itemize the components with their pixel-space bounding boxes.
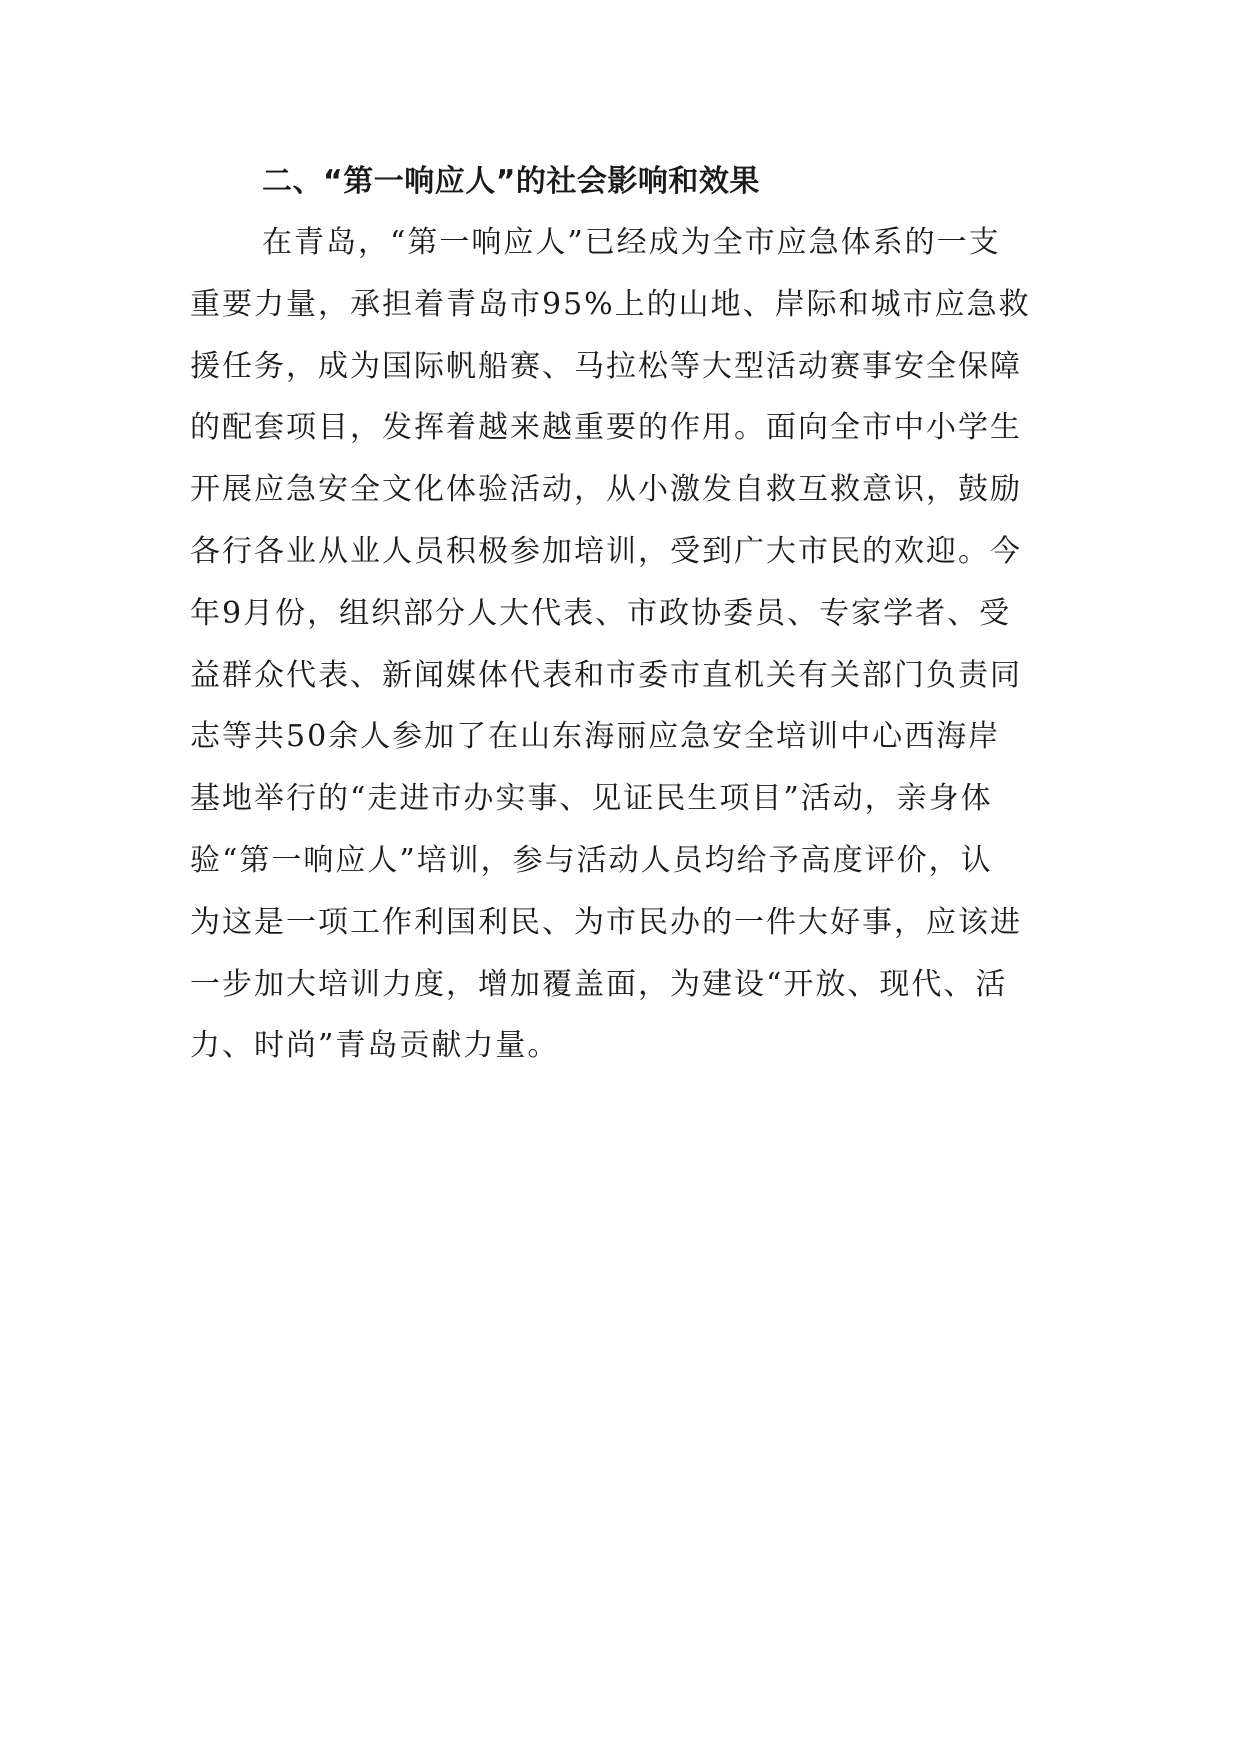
document-content [190, 152, 1048, 1077]
paragraph-line: 验“第一响应人”培训，参与活动人员均给予高度评价，认 [190, 842, 993, 878]
section-heading: 二、“第一响应人”的社会影响和效果 [262, 164, 760, 199]
paragraph-line: 开展应急安全文化体验活动，从小激发自救互救意识，鼓励 [190, 472, 1022, 508]
paragraph-line: 一步加大培训力度，增加覆盖面，为建设“开放、现代、活 [190, 966, 1008, 1002]
paragraph-line: 的配套项目，发挥着越来越重要的作用。面向全市中小学生 [190, 410, 1022, 446]
paragraph-line: 志等共50余人参加了在山东海丽应急安全培训中心西海岸 [190, 719, 1001, 755]
paragraph-line: 为这是一项工作利国利民、为市民办的一件大好事，应该进 [190, 904, 1022, 940]
paragraph-line: 在青岛，“第一响应人”已经成为全市应急体系的一支 [262, 225, 1001, 260]
body-paragraph [190, 212, 1048, 1077]
paragraph-line: 年9月份，组织部分人大代表、市政协委员、专家学者、受 [190, 595, 1012, 631]
paragraph-line: 益群众代表、新闻媒体代表和市委市直机关有关部门负责同 [190, 657, 1022, 693]
paragraph-line: 力、时尚”青岛贡献力量。 [190, 1028, 560, 1064]
paragraph-line: 基地举行的“走进市办实事、见证民生项目”活动，亲身体 [190, 781, 993, 817]
paragraph-line: 各行各业从业人员积极参加培训，受到广大市民的欢迎。今 [190, 533, 1022, 569]
paragraph-line: 重要力量，承担着青岛市95%上的山地、岸际和城市应急救 [190, 286, 1031, 322]
paragraph-line: 援任务，成为国际帆船赛、马拉松等大型活动赛事安全保障 [190, 348, 1022, 384]
